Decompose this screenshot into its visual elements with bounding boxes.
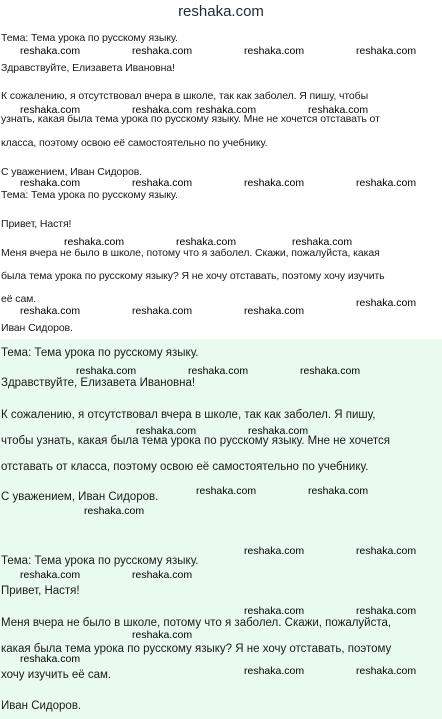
b4-signature: Иван Сидоров. [1,700,82,712]
b4-greeting: Привет, Настя! [1,585,80,597]
watermark: reshaka.com [356,605,417,617]
b3-body-line-2: чтобы узнать, какая была тема урока по русскому языку. Мне не хочется [1,435,390,447]
watermark: reshaka.com [356,297,417,309]
watermark: reshaka.com [84,505,145,517]
watermark: reshaka.com [132,177,193,189]
watermark: reshaka.com [188,365,249,377]
watermark: reshaka.com [308,104,369,116]
watermark: reshaka.com [292,236,353,248]
b4-body-line-1: Меня вчера не было в школе, потому что я заболел. Скажи, пожалуйста, [1,617,392,629]
b1-body-line-2: узнать, какая была тема урока по русскому языку. Мне не хочется отставать от [1,113,380,125]
watermark: reshaka.com [132,569,193,581]
watermark: reshaka.com [244,605,305,617]
watermark: reshaka.com [64,236,125,248]
b3-body-line-3: отставать от класса, поэтому освою её самостоятельно по учебнику. [1,461,369,473]
b4-body-line-3: хочу изучить её сам. [1,669,112,681]
watermark: reshaka.com [176,236,237,248]
b2-greeting: Привет, Настя! [1,218,72,230]
b2-subject-line: Тема: Тема урока по русскому языку. [1,189,178,201]
watermark: reshaka.com [244,665,305,677]
b4-body-line-2: какая была тема урока по русскому языку? Я не хочу отставать, поэтому [1,643,392,655]
watermark: reshaka.com [308,485,369,497]
b4-subject-line: Тема: Тема урока по русскому языку. [1,555,199,567]
watermark: reshaka.com [244,177,305,189]
watermark: reshaka.com [20,104,81,116]
watermark: reshaka.com [20,653,81,665]
site-header-logo[interactable]: reshaka.com [178,3,264,20]
b1-body-line-1: К сожалению, я отсутствовал вчера в школе, так как заболел. Я пишу, чтобы [1,90,369,102]
b2-signature: Иван Сидоров. [1,322,73,334]
watermark: reshaka.com [248,425,309,437]
watermark: reshaka.com [76,365,137,377]
watermark: reshaka.com [356,177,417,189]
watermark: reshaka.com [356,665,417,677]
watermark: reshaka.com [20,569,81,581]
b1-signoff: С уважением, Иван Сидоров. [1,166,143,178]
watermark: reshaka.com [20,177,81,189]
b3-body-line-1: К сожалению, я отсутствовал вчера в школе, так как заболел. Я пишу, [1,409,376,421]
watermark: reshaka.com [244,305,305,317]
b1-greeting: Здравствуйте, Елизавета Ивановна! [1,62,175,74]
watermark: reshaka.com [132,305,193,317]
watermark: reshaka.com [196,485,257,497]
watermark: reshaka.com [20,45,81,57]
b3-signoff: С уважением, Иван Сидоров. [1,491,159,503]
watermark: reshaka.com [132,45,193,57]
watermark: reshaka.com [356,545,417,557]
watermark: reshaka.com [244,45,305,57]
watermark: reshaka.com [356,45,417,57]
watermark: reshaka.com [136,425,197,437]
b3-subject-line: Тема: Тема урока по русскому языку. [1,347,199,359]
b3-greeting: Здравствуйте, Елизавета Ивановна! [1,377,196,389]
b1-body-line-3: класса, поэтому освою её самостоятельно по учебнику. [1,137,268,149]
watermark: reshaka.com [300,365,361,377]
b2-body-line-1: Меня вчера не было в школе, потому что я заболел. Скажи, пожалуйста, какая [1,247,380,259]
watermark: reshaka.com [20,305,81,317]
watermark: reshaka.com [196,104,257,116]
watermark: reshaka.com [132,629,193,641]
watermark: reshaka.com [244,545,305,557]
b1-subject-line: Тема: Тема урока по русскому языку. [1,32,178,44]
b2-body-line-3: её сам. [1,293,37,305]
watermark: reshaka.com [132,104,193,116]
b2-body-line-2: была тема урока по русскому языку? Я не хочу отставать, поэтому хочу изучить [1,270,385,282]
